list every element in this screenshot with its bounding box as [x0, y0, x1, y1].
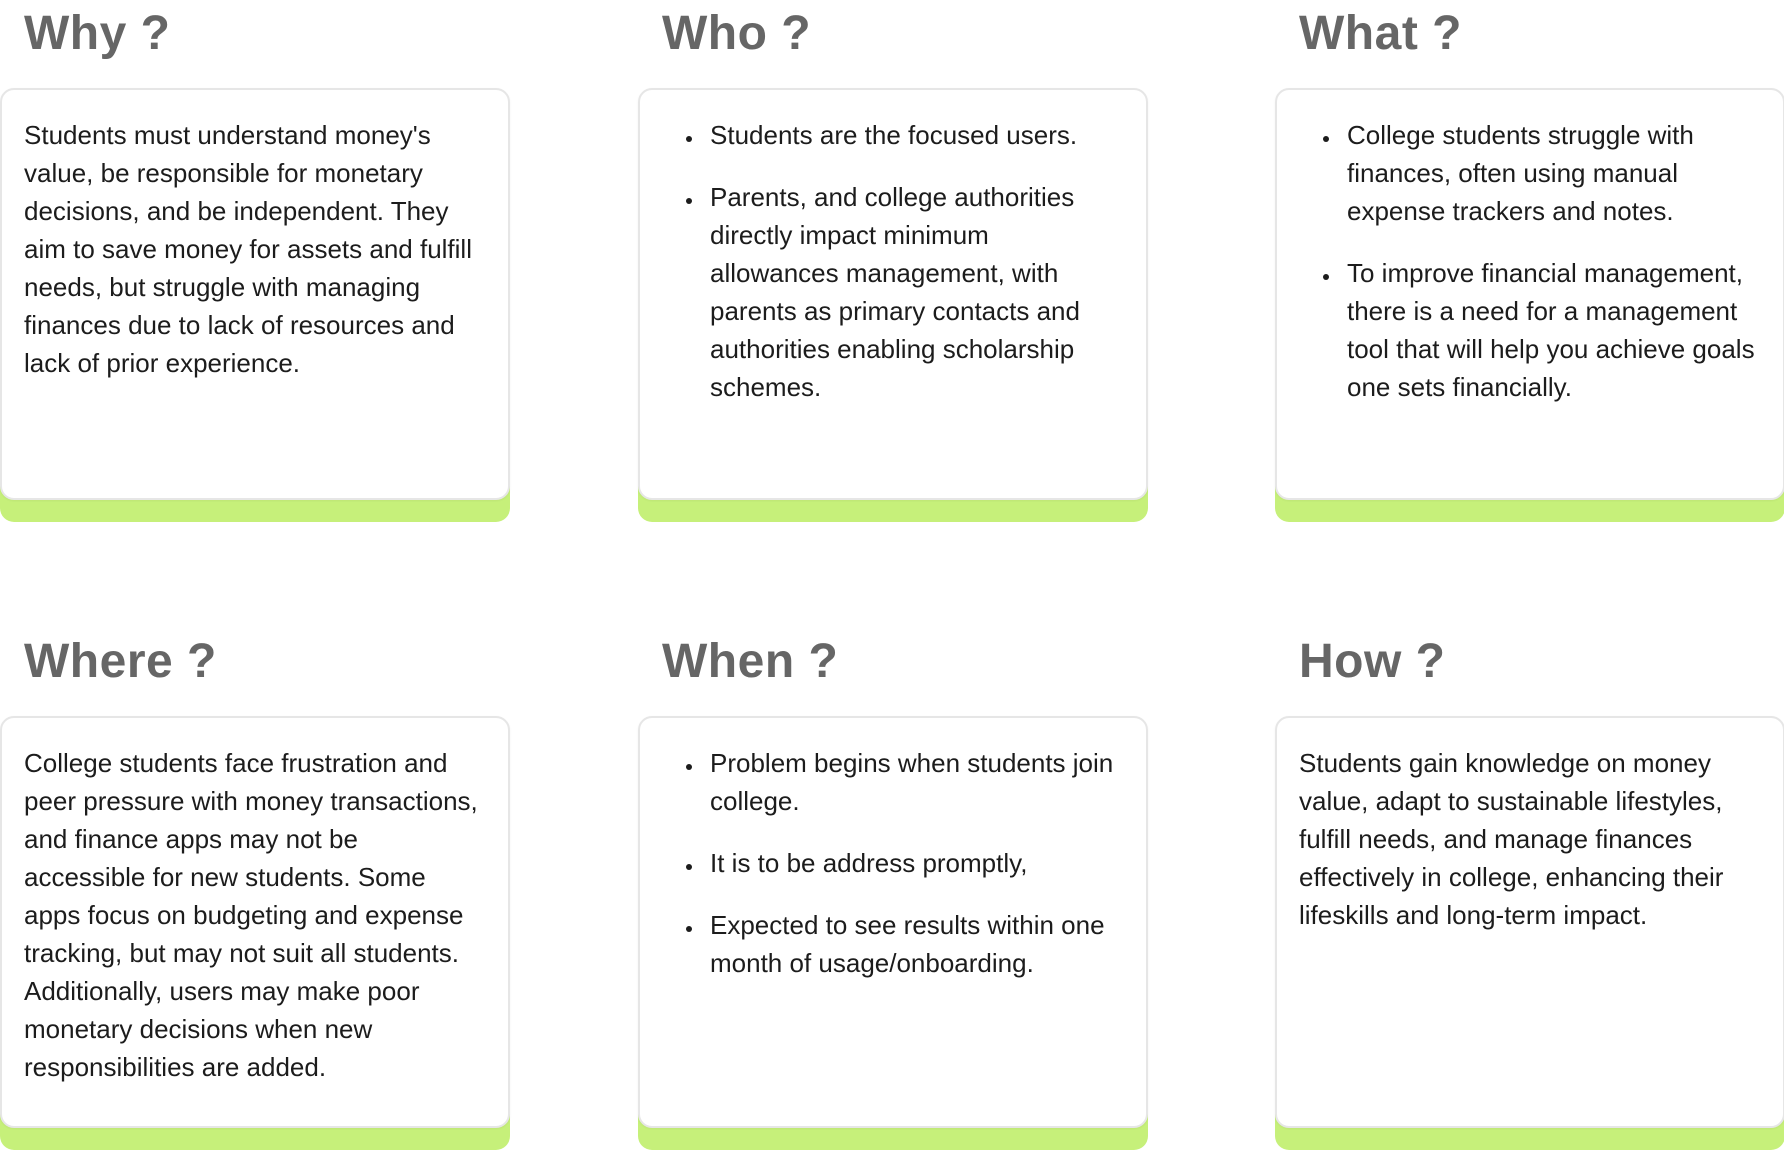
- where-text: College students face frustration and peer pressure with money transactions, and finance apps may not be accessible for new students. Some apps focus on budgeting and expense tracking, but may not suit all students. Additionally, users may make poor monetary decisions when new responsibilities are added.: [24, 748, 478, 1082]
- when-bullet-item: • It is to be address promptly,: [704, 844, 1124, 882]
- who-bullet-item: • Students are the focused users.: [704, 116, 1124, 154]
- who-card-body: [638, 88, 1148, 500]
- when-card-body: [638, 716, 1148, 1128]
- what-bullet-item: • To improve financial management, there is a need for a management tool that will help you achieve goals one sets financially.: [1341, 254, 1761, 406]
- what-card-body: [1275, 88, 1784, 500]
- when-bullet-list: [662, 744, 1124, 982]
- who-card: [638, 88, 1148, 522]
- where-card-body: [0, 716, 510, 1128]
- when-heading: When ?: [662, 635, 839, 688]
- why-heading: Why ?: [24, 7, 171, 60]
- who-bullet-list: [662, 116, 1124, 406]
- how-heading: How ?: [1299, 635, 1446, 688]
- who-bullet-item: • Parents, and college authorities directly impact minimum allowances management, with parents as primary contacts and authorities enabling scholarship schemes.: [704, 178, 1124, 406]
- how-text: Students gain knowledge on money value, adapt to sustainable lifestyles, fulfill needs, and manage finances effectively in college, enhancing their lifeskills and long-term impact.: [1299, 748, 1724, 930]
- where-card: [0, 716, 510, 1150]
- why-card-body: [0, 88, 510, 500]
- why-text: Students must understand money's value, be responsible for monetary decisions, and be independent. They aim to save money for assets and fulfill needs, but struggle with managing finances due to lack of resources and lack of prior experience.: [24, 120, 472, 378]
- what-bullet-item: • College students struggle with finances, often using manual expense trackers and notes.: [1341, 116, 1761, 230]
- what-heading: What ?: [1299, 7, 1462, 60]
- where-heading: Where ?: [24, 635, 217, 688]
- what-bullet-list: [1299, 116, 1761, 406]
- how-card-body: [1275, 716, 1784, 1128]
- who-heading: Who ?: [662, 7, 812, 60]
- when-bullet-item: • Problem begins when students join college.: [704, 744, 1124, 820]
- when-bullet-item: • Expected to see results within one month of usage/onboarding.: [704, 906, 1124, 982]
- how-card: [1275, 716, 1784, 1150]
- when-card: [638, 716, 1148, 1150]
- what-card: [1275, 88, 1784, 522]
- why-card: [0, 88, 510, 522]
